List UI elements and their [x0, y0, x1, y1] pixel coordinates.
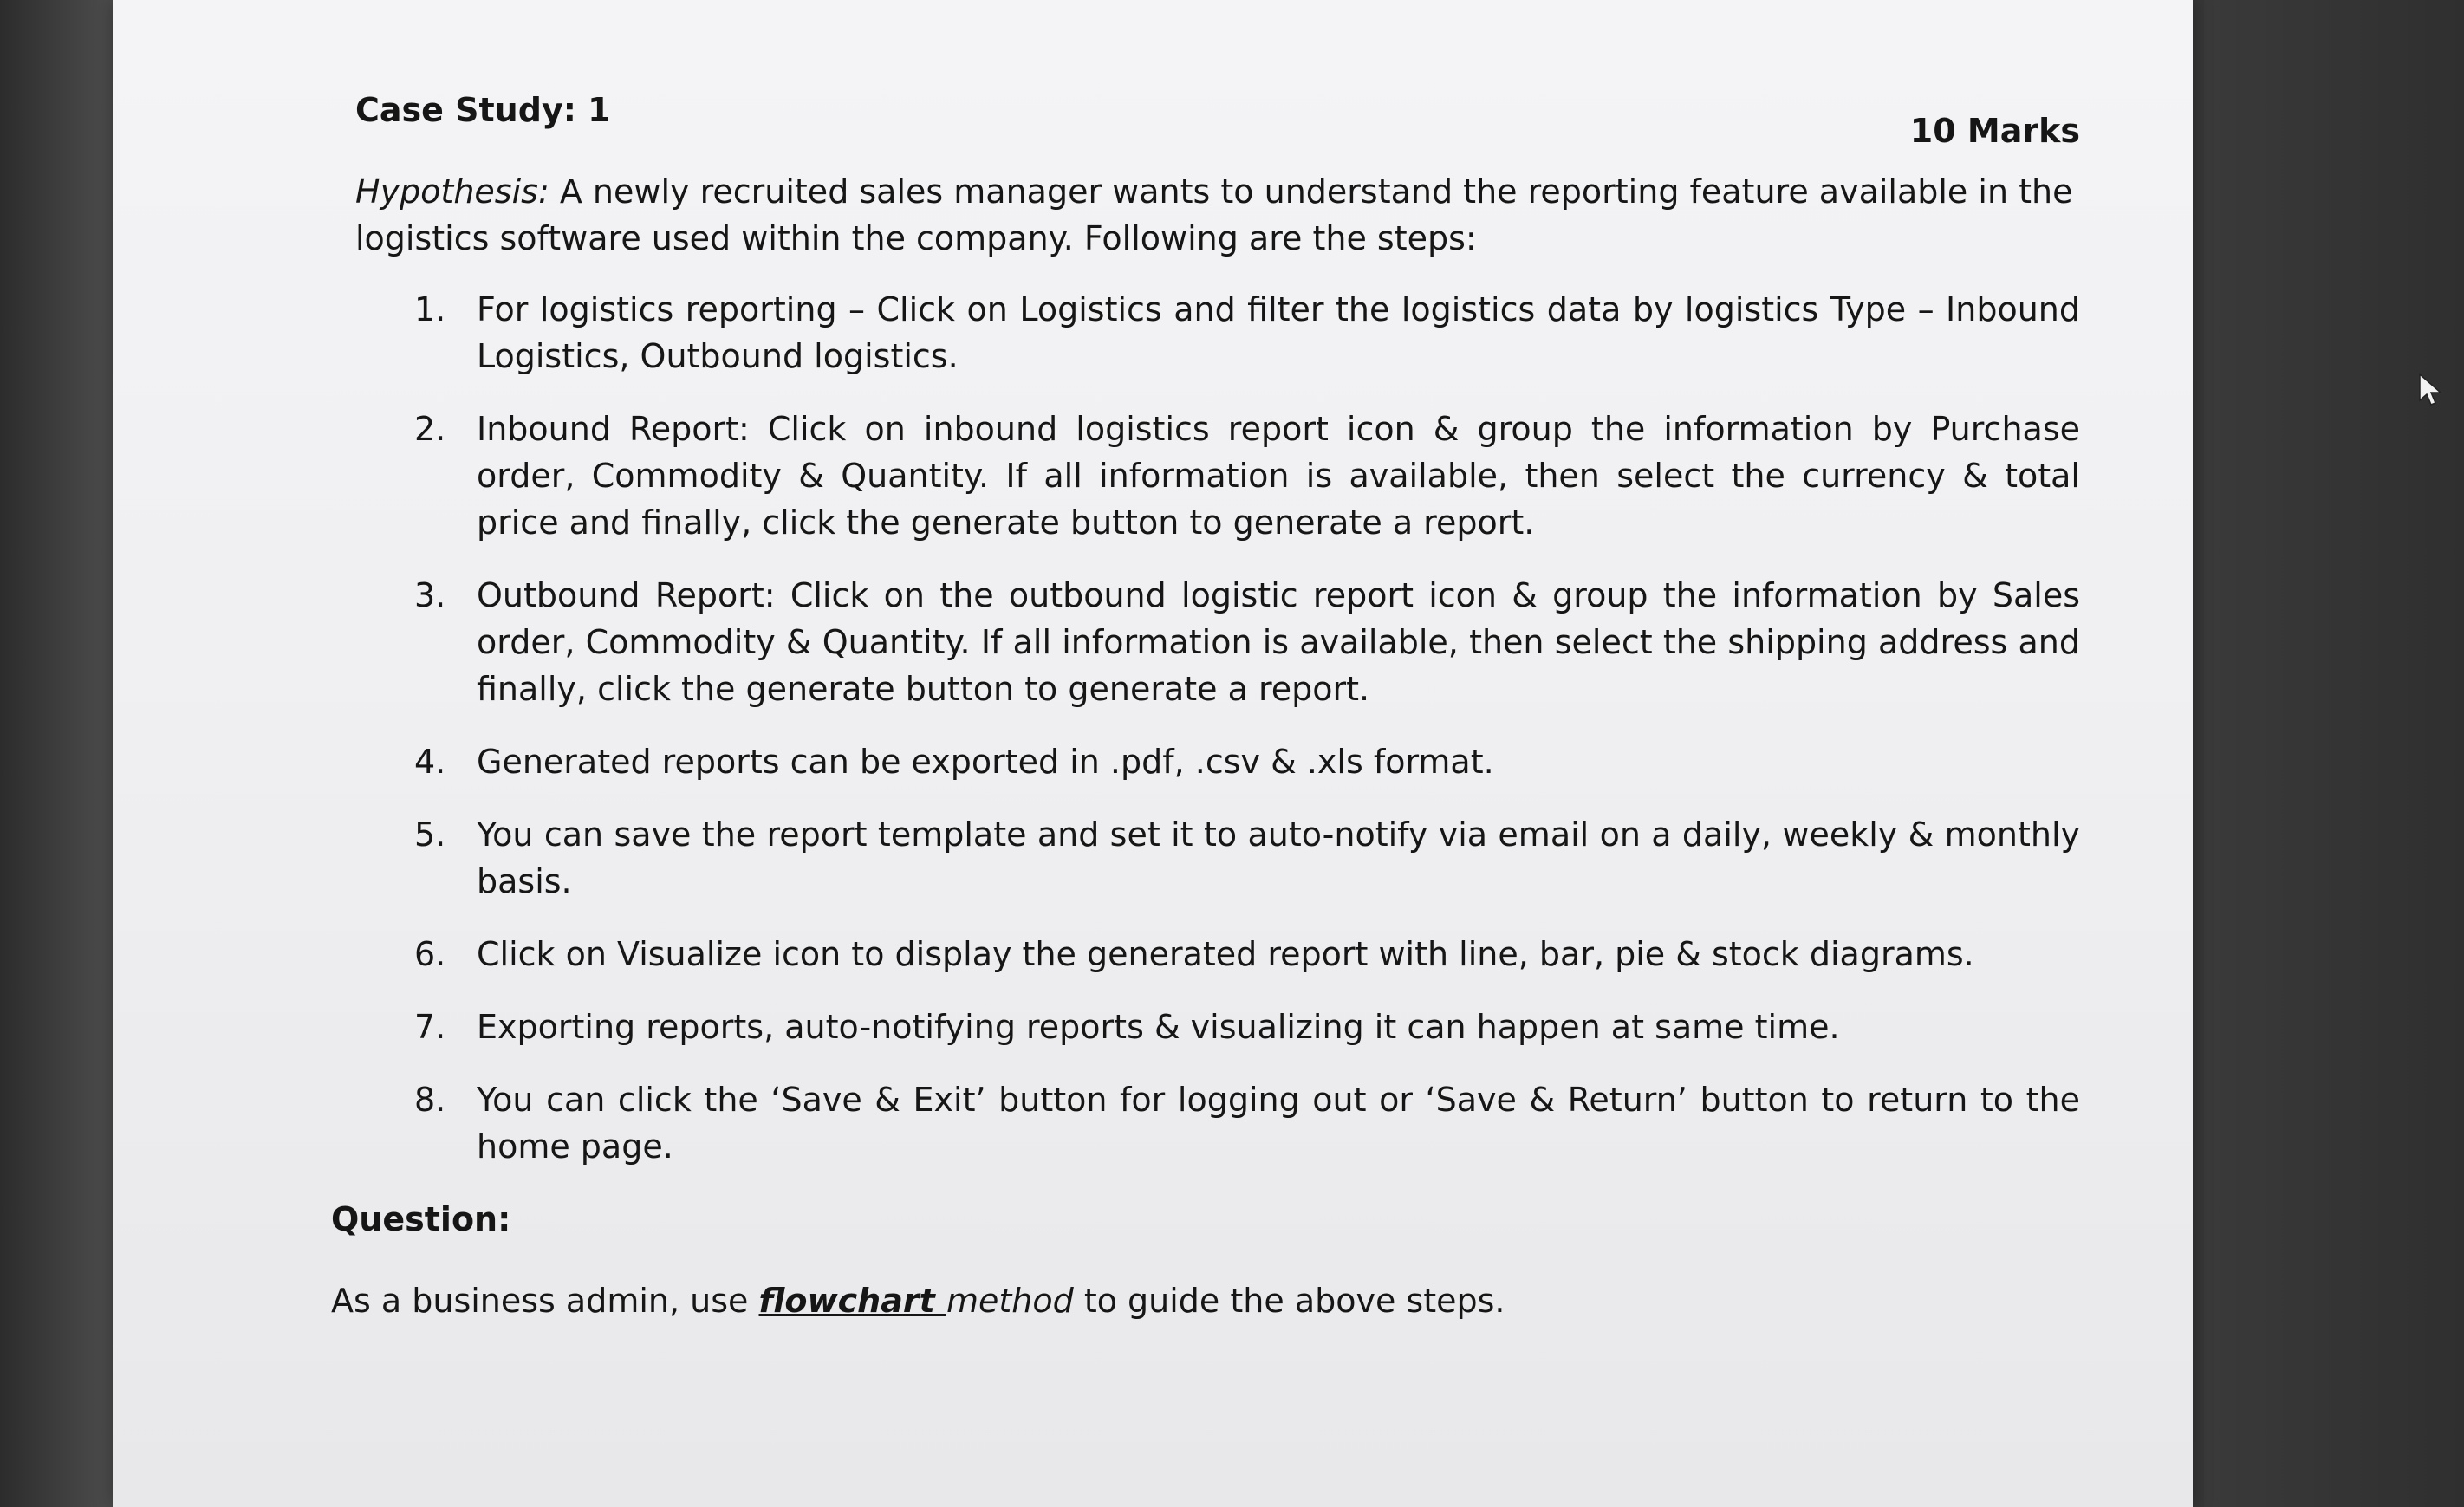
step-number: 1. [414, 290, 446, 328]
list-item [355, 1004, 2080, 1050]
hypothesis-text: A newly recruited sales manager wants to understand the reporting feature available in the logistics software used within the company. Following are the steps: [355, 172, 2073, 257]
question-suffix: to guide the above steps. [1073, 1282, 1505, 1320]
step-text: Click on Visualize icon to display the generated report with line, bar, pie & stock diagrams. [477, 935, 1974, 973]
question-label: Question: [331, 1200, 511, 1238]
step-text: Generated reports can be exported in .pdf, .csv & .xls format. [477, 743, 1494, 781]
step-text: Inbound Report: Click on inbound logistics report icon & group the information by Purchase order, Commodity & Quantity. If all information is available, then select the currency & total price and finally, click the generate button to generate a report. [477, 410, 2080, 542]
question-prefix: As a business admin, use [331, 1282, 759, 1320]
document-content [331, 87, 2080, 1324]
list-item [355, 738, 2080, 785]
case-study-title: Case Study: 1 [355, 91, 611, 129]
list-item [355, 572, 2080, 712]
question-text [331, 1277, 2080, 1324]
steps-list [355, 286, 2080, 1170]
question-method: method [946, 1282, 1074, 1320]
step-text: You can click the ‘Save & Exit’ button for logging out or ‘Save & Return’ button to return to the home page. [477, 1081, 2080, 1166]
step-number: 8. [414, 1081, 446, 1119]
step-text: Outbound Report: Click on the outbound logistic report icon & group the information by Sales order, Commodity & Quantity. If all information is available, then select the shipping address and finally, click the generate button to generate a report. [477, 576, 2080, 708]
list-item [355, 1076, 2080, 1170]
step-number: 6. [414, 935, 446, 973]
list-item [355, 406, 2080, 546]
step-text: For logistics reporting – Click on Logistics and filter the logistics data by logistics Type – Inbound Logistics, Outbound logistics. [477, 290, 2080, 375]
document-page [113, 0, 2193, 1507]
step-number: 3. [414, 576, 446, 614]
hypothesis-paragraph [355, 168, 2080, 262]
question-emphasis: flowchart [758, 1282, 946, 1320]
step-number: 5. [414, 815, 446, 854]
hypothesis-label: Hypothesis: [355, 172, 549, 211]
screen-bezel-right [2204, 0, 2464, 1507]
step-number: 7. [414, 1008, 446, 1046]
step-text: Exporting reports, auto-notifying reports & visualizing it can happen at same time. [477, 1008, 1840, 1046]
step-number: 4. [414, 743, 446, 781]
step-number: 2. [414, 410, 446, 448]
screen-bezel-left [0, 0, 113, 1507]
mouse-pointer-icon [2418, 373, 2444, 407]
marks-label: 10 Marks [1909, 112, 2080, 150]
step-text: You can save the report template and set it to auto-notify via email on a daily, weekly & monthly basis. [477, 815, 2080, 900]
title-row [355, 87, 2080, 156]
list-item [355, 931, 2080, 978]
list-item [355, 811, 2080, 905]
list-item [355, 286, 2080, 380]
